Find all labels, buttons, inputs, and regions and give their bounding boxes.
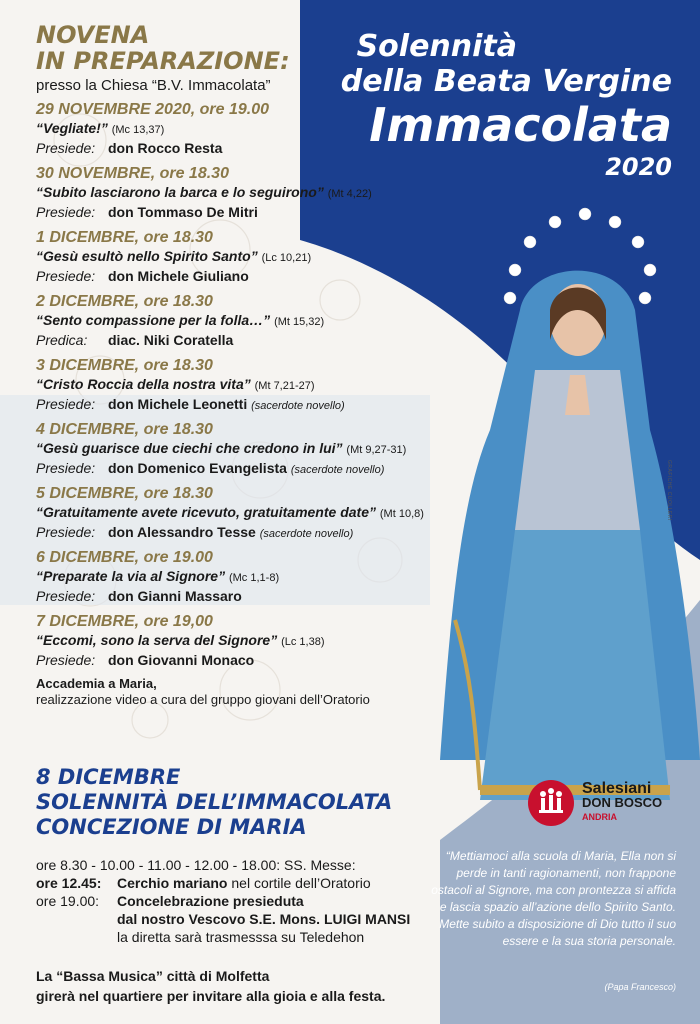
novena-day [36,420,456,479]
day-quote [36,248,456,267]
schedule-event: la diretta sarà trasmesssa su Teledehon [117,929,365,945]
dec8-line-1: 8 DICEMBRE [36,765,181,789]
novena-day [36,228,456,287]
title-line-2: della Beata Vergine [340,64,672,99]
december-8-heading [36,765,392,840]
logo-text [582,782,662,824]
presider-role: Presiede: [36,652,96,668]
day-reference: (Mc 13,37) [111,124,165,136]
day-quote [36,184,456,203]
schedule-event: dal nostro Vescovo S.E. Mons. LUIGI MANSI [117,911,411,927]
presider-name: don Michele Giuliano [108,268,249,284]
day-quote-text: “Preparate la via al Signore” [36,568,226,584]
presider-note: (sacerdote novello) [290,464,385,476]
day-quote-text: “Gratuitamente avete ricevuto, gratuitamente date” [36,504,376,520]
presider-name: diac. Niki Coratella [108,332,234,348]
novena-title-1: NOVENA [36,21,150,49]
schedule-event: Concelebrazione presieduta [117,893,304,909]
day-quote-text: “Subito lasciarono la barca e lo seguirono” [36,184,324,200]
logo-city: ANDRIA [582,812,617,822]
schedule-time: ore 19.00: [36,893,100,909]
title-year: 2020 [605,153,672,181]
schedule-row-masses: ore 8.30 - 10.00 - 11.00 - 12.00 - 18.00: SS. Messe: [36,857,356,873]
day-quote-text: “Cristo Roccia della nostra vita” [36,376,251,392]
day-quote [36,632,456,651]
presider-note: (sacerdote novello) [251,400,345,412]
day-presider [36,651,456,671]
day-quote-text: “Eccomi, sono la serva del Signore” [36,632,278,648]
novena-day [36,612,456,671]
day-date: 6 DICEMBRE, ore 19.00 [36,549,213,566]
video-credit-line: realizzazione video a cura del gruppo giovani dell’Oratorio [36,692,370,707]
logo-sub: DON BOSCO [582,795,663,810]
day-presider [36,139,456,159]
novena-day [36,548,456,607]
title-line-3: Immacolata [369,98,672,152]
schedule-time: ore 12.45: [36,875,102,891]
day-quote-text: “Gesù esultò nello Spirito Santo” [36,248,258,264]
day-presider [36,523,456,543]
day-date: 5 DICEMBRE, ore 18.30 [36,485,213,502]
presider-name: don Rocco Resta [108,140,223,156]
bassa-line-2: girerà nel quartiere per invitare alla gioia e alla festa. [36,988,386,1004]
accademia-line: Accademia a Maria, [36,676,157,691]
schedule-event-detail: nel cortile dell’Oratorio [227,875,371,891]
day-reference: (Mt 10,8) [379,508,424,520]
presider-role: Presiede: [36,268,96,284]
schedule-row-concelebrazione [36,892,436,910]
day-date: 2 DICEMBRE, ore 18.30 [36,293,213,310]
presider-role: Presiede: [36,140,96,156]
salesian-logo-icon [528,780,574,826]
day-date: 3 DICEMBRE, ore 18.30 [36,357,213,374]
logo-name: Salesiani [582,780,652,797]
day-date: 1 DICEMBRE, ore 18.30 [36,229,213,246]
dec8-line-3: CONCEZIONE DI MARIA [36,815,307,839]
december-8-schedule [36,856,436,946]
day-reference: (Mt 15,32) [274,316,325,328]
day-quote-text: “Gesù guarisce due ciechi che credono in lui” [36,440,343,456]
bassa-musica-note [36,966,385,1006]
day-reference: (Lc 10,21) [261,252,312,264]
day-quote [36,440,456,459]
bassa-line-1: La “Bassa Musica” città di Molfetta [36,968,270,984]
presider-role: Presiede: [36,396,96,412]
title-line-1: Solennità [356,29,517,64]
day-quote-text: “Sento compassione per la folla…” [36,312,271,328]
presider-name: don Gianni Massaro [108,588,242,604]
novena-days-list [36,100,456,671]
day-date: 4 DICEMBRE, ore 18.30 [36,421,213,438]
day-reference: (Mt 7,21-27) [254,380,315,392]
day-quote [36,312,456,331]
day-presider [36,203,456,223]
schedule-event: Cerchio mariano [117,875,228,891]
day-reference: (Lc 1,38) [281,636,325,648]
day-quote [36,568,456,587]
presider-name: don Michele Leonetti [108,396,248,412]
day-presider [36,587,456,607]
day-quote-text: “Vegliate!” [36,120,108,136]
papa-francesco-quote: “Mettiamoci alla scuola di Maria, Ella non si perde in tanti ragionamenti, non frappone ostacoli al Signore, ma con prontezza si affida e lascia spazio all’azione dello Spirito Santo. Mette subito a disposizione di Dio tutto il suo essere e la sua storia personale. [431,849,676,948]
day-presider [36,267,456,287]
presider-name: don Alessandro Tesse [108,524,256,540]
novena-day [36,292,456,351]
day-presider [36,331,456,351]
novena-day [36,164,456,223]
novena-day [36,356,456,415]
schedule-row-diretta [36,928,436,946]
day-date: 29 NOVEMBRE 2020, ore 19.00 [36,101,270,118]
presider-role: Presiede: [36,524,96,540]
novena-subtitle: presso la Chiesa “B.V. Immacolata” [36,77,271,94]
presider-role: Presiede: [36,204,96,220]
presider-name: don Domenico Evangelista [108,460,287,476]
quote-author: (Papa Francesco) [604,982,676,992]
presider-note: (sacerdote novello) [259,528,354,540]
novena-day [36,100,456,159]
madonna-statue-illustration [420,200,700,820]
presider-name: don Giovanni Monaco [108,652,255,668]
schedule-row-cerchio [36,874,436,892]
day-reference: (Mt 9,27-31) [346,444,407,456]
day-presider [36,459,456,479]
presider-role: Predica: [36,332,88,348]
presider-role: Presiede: [36,460,96,476]
novena-title-2: IN PREPARAZIONE: [36,47,290,75]
dec8-line-2: SOLENNITÀ DELL’IMMACOLATA [36,790,393,814]
salesiani-logo [528,780,662,826]
day-date: 30 NOVEMBRE, ore 18.30 [36,165,229,182]
day-quote [36,120,456,139]
day-quote [36,504,456,523]
day-date: 7 DICEMBRE, ore 19,00 [36,613,213,630]
day-reference: (Mc 1,1-8) [228,572,280,584]
presider-role: Presiede: [36,588,96,604]
graphic-credit: GRAFICHE CUOLLERI [666,460,672,521]
day-quote [36,376,456,395]
novena-day [36,484,456,543]
day-reference: (Mt 4,22) [327,188,372,200]
presider-name: don Tommaso De Mitri [108,204,258,220]
schedule-row-vescovo [36,910,436,928]
novena-section [36,22,456,708]
day-presider [36,395,456,415]
